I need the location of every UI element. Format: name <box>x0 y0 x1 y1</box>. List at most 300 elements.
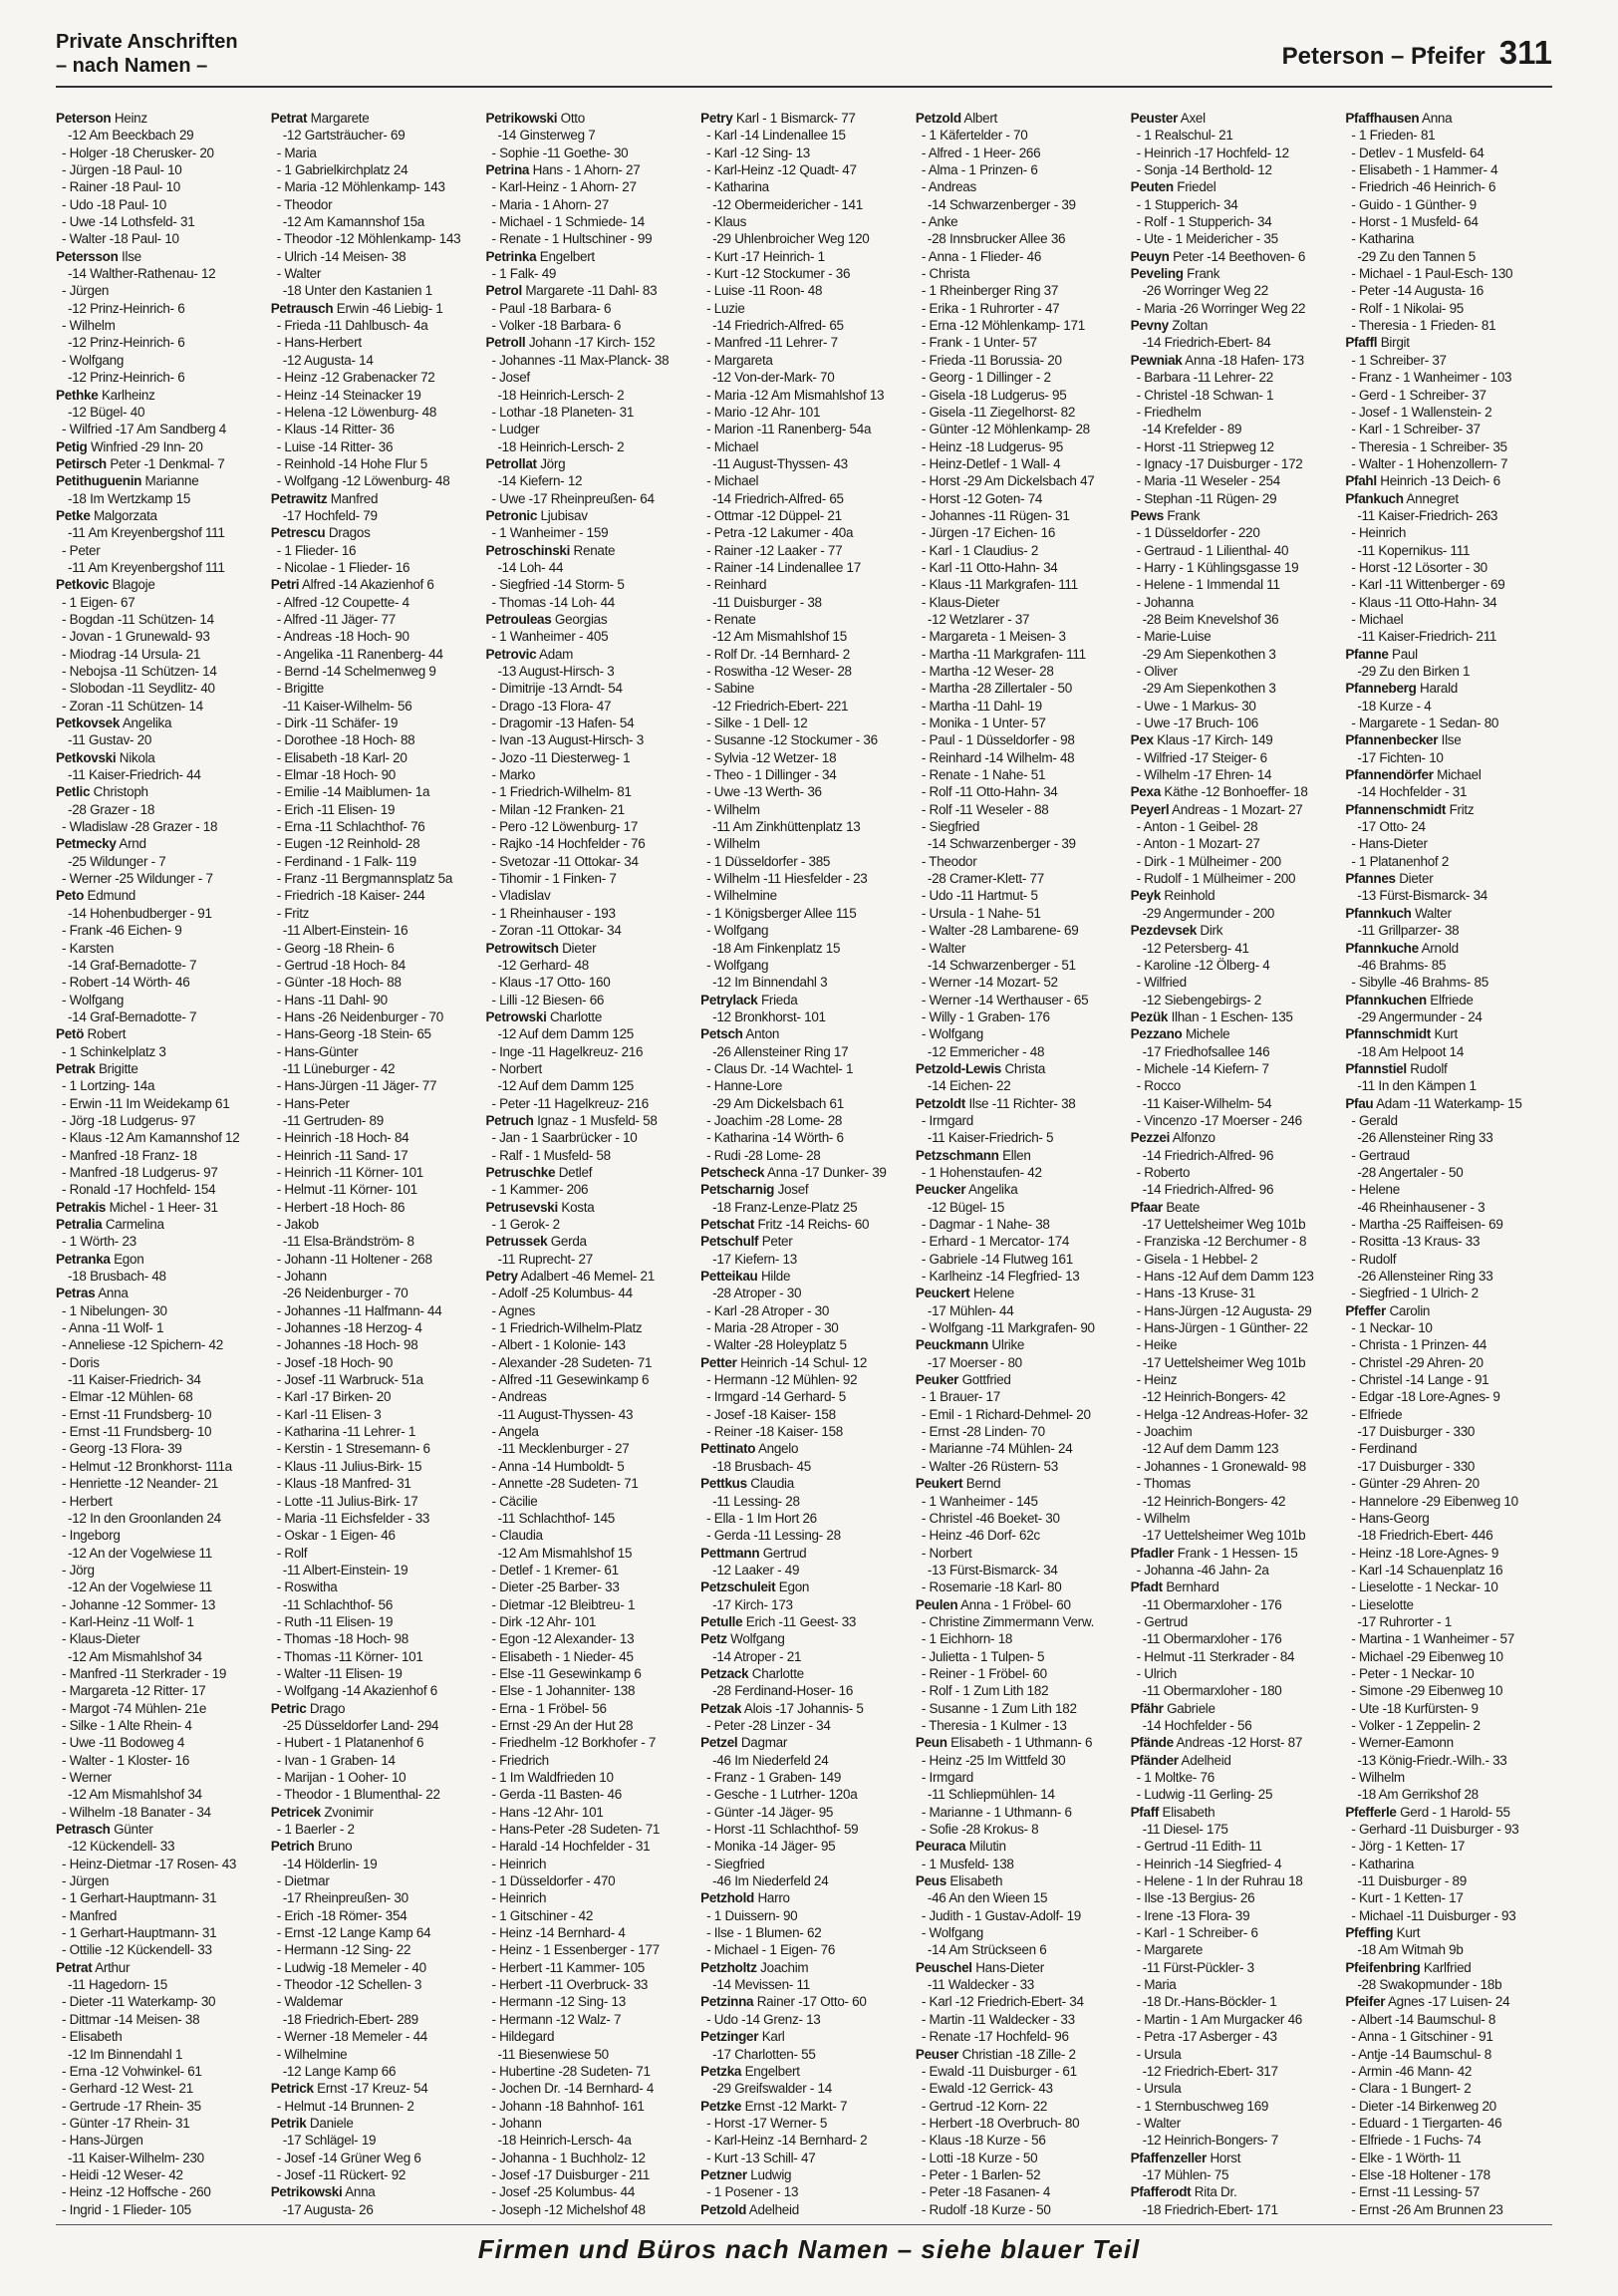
entry-line: - Wilhelm <box>706 801 760 817</box>
entry-line: - Rudolf <box>1351 1251 1397 1267</box>
entry-line <box>271 2218 478 2220</box>
given-name: Gerd - 1 Harold- 55 <box>1400 1804 1510 1820</box>
entry-line: - Volker -18 Barbara- 6 <box>491 318 622 334</box>
entry-line: -11 Schlachthof- 145 <box>497 1510 616 1526</box>
entry-line: -11 Biesenwiese 50 <box>497 2046 609 2062</box>
entry-line: - Gisela - 1 Hebbel- 2 <box>1136 1251 1258 1267</box>
entry-line: - Ernst -12 Lange Kamp 64 <box>276 1925 431 1941</box>
entry-line: - Johann -11 Holtener - 268 <box>276 1251 432 1267</box>
entry-line: -11 In den Kämpen 1 <box>1357 1078 1477 1094</box>
entry-head <box>700 1025 908 1042</box>
entry-line: - Karl -12 Sing- 13 <box>706 144 811 160</box>
entry-line: - Irene -13 Flora- 39 <box>1136 1907 1250 1923</box>
entry-line: - Oskar - 1 Eigen- 46 <box>276 1528 396 1544</box>
entry-line: - Reinhard <box>706 577 767 593</box>
directory-entry <box>916 1371 1123 1475</box>
entry-line: - Hans -11 Dahl- 90 <box>276 992 388 1007</box>
given-name: Gerda <box>550 1234 587 1250</box>
entry-line: - Marijan - 1 Ooher- 10 <box>276 1770 406 1785</box>
directory-entry <box>1345 1060 1552 1095</box>
directory-entry <box>1345 801 1552 870</box>
surname: Petz <box>700 1631 727 1647</box>
given-name: Anton <box>745 1026 780 1042</box>
entry-line: - Werner-Eamonn <box>1351 1735 1454 1751</box>
entry-line: - Karl -17 Birken- 20 <box>276 1389 392 1405</box>
entry-line: - Erna -11 Schlachthof- 76 <box>276 819 425 835</box>
directory-entry <box>1345 472 1552 489</box>
given-name: Agnes -17 Luisen- 24 <box>1387 1994 1510 2010</box>
given-name: Egon <box>114 1251 144 1267</box>
given-name: Beate <box>1166 1199 1201 1215</box>
entry-line: - Lothar -18 Planeten- 31 <box>491 404 635 420</box>
entry-line: - Emilie -14 Maiblumen- 1a <box>276 784 430 800</box>
entry-line: - Margareta <box>706 352 773 368</box>
given-name: Annegret <box>1406 490 1459 506</box>
surname: Pfannkuchen <box>1345 992 1427 1007</box>
given-name: Ilse <box>122 248 141 264</box>
entry-line: - Rudolf -18 Kurze - 50 <box>921 2201 1051 2217</box>
entry-line: - Uwe -17 Rheinpreußen- 64 <box>491 490 655 506</box>
entry-head <box>485 1112 692 1129</box>
entry-line: - Dieter -11 Waterkamp- 30 <box>62 1994 216 2010</box>
surname: Pettinato <box>700 1441 756 1457</box>
entry-line: - Friedrich -46 Heinrich- 6 <box>1351 179 1496 195</box>
entry-line <box>700 2218 908 2220</box>
entry-line: - Wilhelm <box>62 318 116 334</box>
entry-head <box>916 110 1123 127</box>
directory-entry <box>1345 992 1552 1026</box>
entry-head <box>56 472 263 489</box>
entry-line: -29 Zu den Birken 1 <box>1357 664 1471 679</box>
entry-line: - Margareta - 1 Meisen- 3 <box>921 629 1066 645</box>
given-name: Ilhan - 1 Eschen- 135 <box>1171 1008 1293 1024</box>
entry-line: -28 Angertaler - 50 <box>1357 1164 1464 1180</box>
surname: Petronic <box>485 507 538 523</box>
directory-entry <box>56 835 263 887</box>
entry-line: -18 Unter den Kastanien 1 <box>282 283 432 299</box>
entry-line: - Ewald -12 Gerrick- 43 <box>921 2081 1053 2097</box>
surname: Petzold <box>915 111 961 126</box>
entry-line: - Theresia - 1 Schreiber- 35 <box>1351 438 1507 454</box>
entry-line: - Hans-Günter <box>276 1043 359 1059</box>
entry-line: - Ursula <box>1136 2046 1182 2062</box>
entry-line: - Erna - 1 Fröbel- 56 <box>491 1700 607 1716</box>
entry-line: - Elisabeth - 1 Hammer- 4 <box>1351 162 1498 178</box>
entry-line: -12 Auf dem Damm 125 <box>497 1078 635 1094</box>
entry-line: - 1 Wanheimer - 159 <box>491 525 609 541</box>
footer-rule <box>56 2224 1552 2225</box>
surname: Peveling <box>1130 266 1184 282</box>
given-name: Milutin <box>968 1839 1006 1855</box>
entry-line: - Wolfgang <box>706 923 769 939</box>
entry-line: - 1 Kammer- 206 <box>491 1182 589 1198</box>
entry-line: - Thomas <box>1136 1476 1191 1492</box>
entry-line: - Walter -11 Elisen- 19 <box>276 1665 403 1681</box>
entry-line: - Dirk -11 Schäfer- 19 <box>276 716 399 731</box>
entry-line: - 1 Friedrich-Wilhelm- 81 <box>491 784 632 800</box>
entry-line: -11 Kaiser-Friedrich- 44 <box>68 767 201 783</box>
entry-line: - Svetozar -11 Ottokar- 34 <box>491 853 639 869</box>
entry-line: -11 Grillparzer- 38 <box>1357 923 1460 939</box>
entry-head <box>700 1993 908 2010</box>
surname: Petrak <box>56 1060 96 1076</box>
entry-line: -14 Friedrich-Alfred- 65 <box>712 318 844 334</box>
given-name: Wolfgang <box>730 1631 785 1647</box>
surname: Petruch <box>485 1112 534 1128</box>
entry-line: - Elisabeth -18 Karl- 20 <box>276 749 407 765</box>
entry-line: - Uwe - 1 Markus- 30 <box>1136 698 1256 714</box>
directory-column <box>700 110 908 2220</box>
entry-line: - Thomas -18 Hoch- 98 <box>276 1631 408 1647</box>
entry-head <box>56 1285 263 1301</box>
surname: Petlic <box>56 784 91 800</box>
entry-line: - Heinrich <box>491 1890 547 1906</box>
entry-line: - Slobodan -11 Seydlitz- 40 <box>62 681 215 697</box>
entry-line: - Silke - 1 Dell- 12 <box>706 716 808 731</box>
entry-line: -14 Schwarzenberger - 51 <box>927 957 1076 973</box>
surname: Petulle <box>700 1613 743 1629</box>
given-name: Angelika <box>122 716 172 731</box>
entry-head <box>916 1095 1123 1112</box>
entry-line: - Elisabeth - 1 Nieder- 45 <box>491 1648 634 1664</box>
entry-line: - 1 Platanenhof 2 <box>1351 853 1450 869</box>
directory-entry <box>700 1025 908 1164</box>
given-name: Erwin -46 Liebig- 1 <box>336 300 443 316</box>
entry-line: - Helene - 1 In der Ruhrau 18 <box>1136 1873 1303 1889</box>
entry-line: - Manfred -18 Ludgerus- 97 <box>62 1164 218 1180</box>
entry-line: -46 Rheinhausener - 3 <box>1357 1199 1485 1215</box>
entry-line: -46 Im Niederfeld 24 <box>712 1873 829 1889</box>
entry-head <box>56 1959 263 1976</box>
entry-head <box>1345 905 1552 922</box>
surname: Petrausch <box>270 300 334 316</box>
entry-line: - Maria -12 Am Mismahlshof 13 <box>706 387 885 403</box>
entry-line: - Lieselotte <box>1351 1596 1414 1612</box>
entry-line: - Horst -17 Werner- 5 <box>706 2115 828 2131</box>
entry-head <box>485 940 692 957</box>
surname: Petrawitz <box>270 490 328 506</box>
entry-line: -12 Bügel- 15 <box>927 1199 1005 1215</box>
given-name: Adam <box>539 646 574 662</box>
entry-line <box>485 2218 692 2220</box>
entry-line: - Harald -14 Hochfelder - 31 <box>491 1839 651 1855</box>
given-name: Ellen <box>1002 1147 1031 1163</box>
entry-line: - Dieter -25 Barber- 33 <box>491 1579 620 1595</box>
entry-line: - Lilli -12 Biesen- 66 <box>491 992 605 1007</box>
entry-line: - Rolf Dr. -14 Bernhard- 2 <box>706 646 850 662</box>
given-name: Gertrud <box>762 1545 807 1561</box>
directory-entry <box>700 2201 908 2220</box>
entry-line: - Luise -11 Roon- 48 <box>706 283 823 299</box>
directory-entry <box>271 110 478 300</box>
entry-line: - Maria -11 Eichsfelder - 33 <box>276 1510 430 1526</box>
entry-line: - Günter -14 Jäger- 95 <box>706 1804 834 1820</box>
directory-entry <box>485 1199 692 1234</box>
entry-line: - Franz - 1 Wanheimer - 103 <box>1351 370 1512 386</box>
directory-entry <box>56 1216 263 1251</box>
surname: Petrowitsch <box>485 940 559 956</box>
directory-entry <box>1131 1804 1338 2150</box>
entry-line: -17 Fichten- 10 <box>1357 749 1444 765</box>
surname: Pfeffing <box>1345 1925 1394 1941</box>
surname: Petzner <box>700 2166 747 2182</box>
entry-line: - Robert -14 Wörth- 46 <box>62 975 190 991</box>
surname: Pfaff <box>1130 1804 1160 1820</box>
directory-entry <box>56 1959 263 2220</box>
surname: Petzoldt <box>915 1095 965 1111</box>
entry-head <box>700 1700 908 1717</box>
entry-line: - Hubertine -28 Sudeten- 71 <box>491 2063 651 2079</box>
entry-line: - Luzie <box>706 300 745 316</box>
entry-head <box>1131 801 1338 818</box>
entry-line: - Ferdinand - 1 Falk- 119 <box>276 853 416 869</box>
entry-line: - Hubert - 1 Platanenhof 6 <box>276 1735 424 1751</box>
given-name: Alfred -14 Akazienhof 6 <box>301 577 434 593</box>
directory-entry <box>1345 1924 1552 1959</box>
entry-head <box>1131 265 1338 282</box>
entry-line: - Ottilie -12 Kückendell- 33 <box>62 1942 212 1958</box>
entry-line: - Udo -18 Paul- 10 <box>62 196 166 212</box>
entry-line: -14 Hölderlin- 19 <box>282 1856 378 1871</box>
entry-line: -11 Obermarxloher - 176 <box>1142 1631 1282 1647</box>
directory-entry <box>916 1285 1123 1336</box>
entry-line: -17 Mühlen- 44 <box>927 1302 1014 1318</box>
entry-line: - Helga -12 Andreas-Hofer- 32 <box>1136 1406 1308 1422</box>
entry-head <box>700 2166 908 2183</box>
surname: Pfankuch <box>1345 490 1404 506</box>
entry-line: - Angelika -11 Ranenberg- 44 <box>276 646 443 662</box>
entry-line: - Peter -14 Augusta- 16 <box>1351 283 1483 299</box>
entry-line: - Theodor -12 Möhlenkamp- 143 <box>276 231 461 247</box>
directory-entry <box>1131 2150 1338 2184</box>
directory-entry <box>485 248 692 283</box>
entry-line: - Gertrud -12 Korn- 22 <box>921 2098 1048 2114</box>
entry-line: - 1 Musfeld- 138 <box>921 1856 1014 1871</box>
entry-line: - Nebojsa -11 Schützen- 14 <box>62 664 217 679</box>
surname: Petzinna <box>700 1994 754 2010</box>
entry-head <box>485 282 692 299</box>
entry-line: - Martin -11 Waldecker - 33 <box>921 2011 1075 2027</box>
directory-entry <box>56 472 263 507</box>
entry-line: -12 Petersberg- 41 <box>1142 940 1249 956</box>
entry-line: - Mario -12 Ahr- 101 <box>706 404 821 420</box>
entry-head <box>56 1821 263 1838</box>
directory-entry <box>1345 646 1552 681</box>
given-name: Karlheinz <box>101 387 155 403</box>
surname: Petricek <box>270 1804 321 1820</box>
given-name: Gottfried <box>961 1372 1011 1388</box>
surname: Pewniak <box>1130 352 1183 368</box>
entry-line: - Frank -46 Eichen- 9 <box>62 923 182 939</box>
entry-line: - Heinrich -18 Hoch- 84 <box>276 1130 409 1146</box>
directory-column <box>1345 110 1552 2220</box>
entry-line: - Helmut -12 Bronkhorst- 111a <box>62 1458 232 1474</box>
entry-line: - Josef -11 Rückert- 92 <box>276 2166 406 2182</box>
entry-line: - Alfred -11 Jäger- 77 <box>276 611 396 627</box>
entry-line: - Maria -11 Weseler - 254 <box>1136 473 1280 489</box>
entry-line: -18 Am Witmah 9b <box>1357 1942 1464 1958</box>
directory-entry <box>1131 2218 1338 2220</box>
entry-line: - Roswitha <box>276 1579 338 1595</box>
directory-entry <box>1345 1095 1552 1302</box>
surname: Pfanne <box>1345 646 1389 662</box>
surname: Petrick <box>270 2081 314 2097</box>
entry-head <box>56 835 263 852</box>
directory-entry <box>700 1354 908 1441</box>
given-name: Dragos <box>328 525 371 541</box>
entry-line: - 1 Schinkelplatz 3 <box>62 1043 166 1059</box>
entry-line: - Julietta - 1 Tulpen- 5 <box>921 1648 1045 1664</box>
surname: Peuraca <box>915 1839 966 1855</box>
entry-line: - Albert -14 Baumschul- 8 <box>1351 2011 1496 2027</box>
entry-line: - Erhard - 1 Mercator- 174 <box>921 1234 1070 1250</box>
entry-line: - Ute - 1 Meidericher - 35 <box>1136 231 1278 247</box>
given-name: Margarete <box>310 111 370 126</box>
entry-line: - Siegfried - 1 Ulrich- 2 <box>1351 1286 1479 1301</box>
entry-line: - Sylvia -12 Wetzer- 18 <box>706 749 837 765</box>
entry-line: - Ernst -11 Frundsberg- 10 <box>62 1424 212 1440</box>
surname: Peulen <box>915 1596 958 1612</box>
entry-line: - Rudi -28 Lome- 28 <box>706 1147 821 1163</box>
entry-line: - Frieda -11 Dahlbusch- 4a <box>276 318 428 334</box>
given-name: Heinz <box>114 111 147 126</box>
surname: Pfadt <box>1130 1579 1163 1595</box>
given-name: Gabriele <box>1167 1700 1215 1716</box>
entry-line: - Gertrude -17 Rhein- 35 <box>62 2098 201 2114</box>
entry-line: -14 Krefelder - 89 <box>1142 422 1242 437</box>
surname: Peto <box>56 888 85 904</box>
directory-entry <box>700 110 908 992</box>
entry-line: -11 Kaiser-Wilhelm- 54 <box>1142 1095 1272 1111</box>
entry-line: - Elfriede <box>1351 1406 1403 1422</box>
entry-line: - 1 Rheinhauser - 193 <box>491 905 616 921</box>
given-name: Axel <box>1180 111 1206 126</box>
entry-line: - Rosemarie -18 Karl- 80 <box>921 1579 1062 1595</box>
entry-line: - Dietmar <box>276 1873 330 1889</box>
entry-line: - Annette -28 Sudeten- 71 <box>491 1476 639 1492</box>
entry-line: - Heinz -14 Bernhard- 4 <box>491 1925 626 1941</box>
entry-head <box>56 110 263 127</box>
entry-line: - Josef -14 Grüner Weg 6 <box>276 2150 421 2165</box>
entry-line: - Friedrich -18 Kaiser- 244 <box>276 888 425 904</box>
entry-line: - Johann <box>276 1269 327 1285</box>
entry-line: - Siegfried <box>706 1856 765 1871</box>
entry-line: -13 Fürst-Bismarck- 34 <box>1357 888 1487 904</box>
entry-line: -12 Laaker - 49 <box>712 1562 800 1578</box>
entry-line: - Wilhelm <box>706 836 760 852</box>
entry-line: - Horst - 1 Musfeld- 64 <box>1351 214 1479 230</box>
entry-line: - Wilhelmine <box>706 888 777 904</box>
given-name: Kurt <box>1396 1925 1421 1941</box>
entry-line: - Klaus -18 Kurze - 56 <box>921 2133 1046 2149</box>
entry-line: - Renate - 1 Nahe- 51 <box>921 767 1046 783</box>
directory-entry <box>700 1233 908 1268</box>
given-name: Anna <box>1422 111 1453 126</box>
entry-line: -17 Augusta- 26 <box>282 2201 374 2217</box>
entry-line: - Werner -14 Mozart- 52 <box>921 975 1058 991</box>
entry-line: - Michael - 1 Paul-Esch- 130 <box>1351 266 1513 282</box>
entry-head <box>916 1475 1123 1492</box>
entry-line: - Wilfried <box>1136 975 1187 991</box>
entry-line: - Heinz -18 Ludgerus- 95 <box>921 438 1064 454</box>
directory-entry <box>1131 507 1338 731</box>
surname: Pfannendörfer <box>1345 767 1434 783</box>
entry-line: - Wilhelmine <box>276 2046 348 2062</box>
surname: Petrakis <box>56 1199 107 1215</box>
entry-line: - Johanna <box>1136 594 1194 610</box>
surname: Petroschinski <box>485 542 571 558</box>
entry-line: - Barbara -11 Lehrer- 22 <box>1136 370 1273 386</box>
entry-line: - 1 Düsseldorfer - 470 <box>491 1873 616 1889</box>
entry-line: - Renate - 1 Hultschiner - 99 <box>491 231 653 247</box>
entry-line: - Karl -11 Elisen- 3 <box>276 1406 382 1422</box>
entry-head <box>271 1804 478 1821</box>
given-name: Michel - 1 Heer- 31 <box>109 1199 218 1215</box>
directory-entry <box>916 1596 1123 1735</box>
given-name: Edmund <box>87 888 135 904</box>
entry-line: - Erika - 1 Ruhrorter - 47 <box>921 300 1060 316</box>
entry-line: - 1 Neckar- 10 <box>1351 1320 1433 1336</box>
entry-line: - Dittmar -14 Meisen- 38 <box>62 2011 200 2027</box>
given-name: Nikola <box>119 749 155 765</box>
entry-head <box>56 715 263 731</box>
surname: Petzhold <box>700 1890 755 1906</box>
entry-head <box>700 2028 908 2045</box>
entry-line: -11 Kaiser-Friedrich- 211 <box>1357 629 1497 645</box>
entry-line: -29 Greifswalder - 14 <box>712 2081 832 2097</box>
surname: Pfannes <box>1345 871 1396 887</box>
entry-line: - Norbert <box>921 1545 972 1561</box>
entry-line: - Wilhelm -11 Hiesfelder - 23 <box>706 871 868 887</box>
entry-line: - Ingrid - 1 Flieder- 105 <box>62 2201 191 2217</box>
entry-line: -11 Kaiser-Wilhelm- 230 <box>68 2150 204 2165</box>
entry-line: - Heinz -12 Hoffsche - 260 <box>62 2184 211 2200</box>
directory-entry <box>1131 1008 1338 1025</box>
surname: Peuser <box>915 2046 959 2062</box>
entry-head <box>700 1181 908 1198</box>
entry-line: - Margarete <box>1136 1942 1204 1958</box>
entry-line: -26 Allensteiner Ring 17 <box>712 1043 849 1059</box>
entry-line: - 1 Moltke- 76 <box>1136 1770 1214 1785</box>
entry-line: -12 Am Kamannshof 15a <box>282 214 425 230</box>
entry-line: - Heidi -12 Weser- 42 <box>62 2166 183 2182</box>
entry-line: - Horst -12 Goten- 74 <box>921 490 1043 506</box>
entry-line: - Udo -14 Grenz- 13 <box>706 2011 821 2027</box>
entry-line: - Wilhelm -18 Banater - 34 <box>62 1804 211 1820</box>
page-number: 311 <box>1498 34 1552 71</box>
entry-line: -28 Beim Knevelshof 36 <box>1142 611 1279 627</box>
given-name: Drago <box>309 1700 346 1716</box>
surname: Petroll <box>485 335 526 351</box>
entry-line: - Brigitte <box>276 681 324 697</box>
given-name: Charlotte <box>549 1008 603 1024</box>
surname: Petras <box>56 1286 96 1301</box>
entry-line: -12 Augusta- 14 <box>282 352 374 368</box>
entry-head <box>916 1336 1123 1353</box>
entry-line: - Walter - 1 Hohenzollern- 7 <box>1351 455 1508 471</box>
surname: Petzel <box>700 1735 738 1751</box>
entry-line: - Norbert <box>491 1060 542 1076</box>
surname: Pfeifer <box>1345 1994 1386 2010</box>
given-name: Christoph <box>93 784 148 800</box>
directory-entry <box>485 940 692 1008</box>
given-name: Zoltan <box>1172 318 1209 334</box>
surname: Petscheck <box>700 1164 765 1180</box>
directory-entry <box>271 490 478 525</box>
entry-line: - Fritz <box>276 905 310 921</box>
surname: Pfaffenzeller <box>1130 2150 1207 2165</box>
entry-line: - Alma - 1 Prinzen- 6 <box>921 162 1038 178</box>
